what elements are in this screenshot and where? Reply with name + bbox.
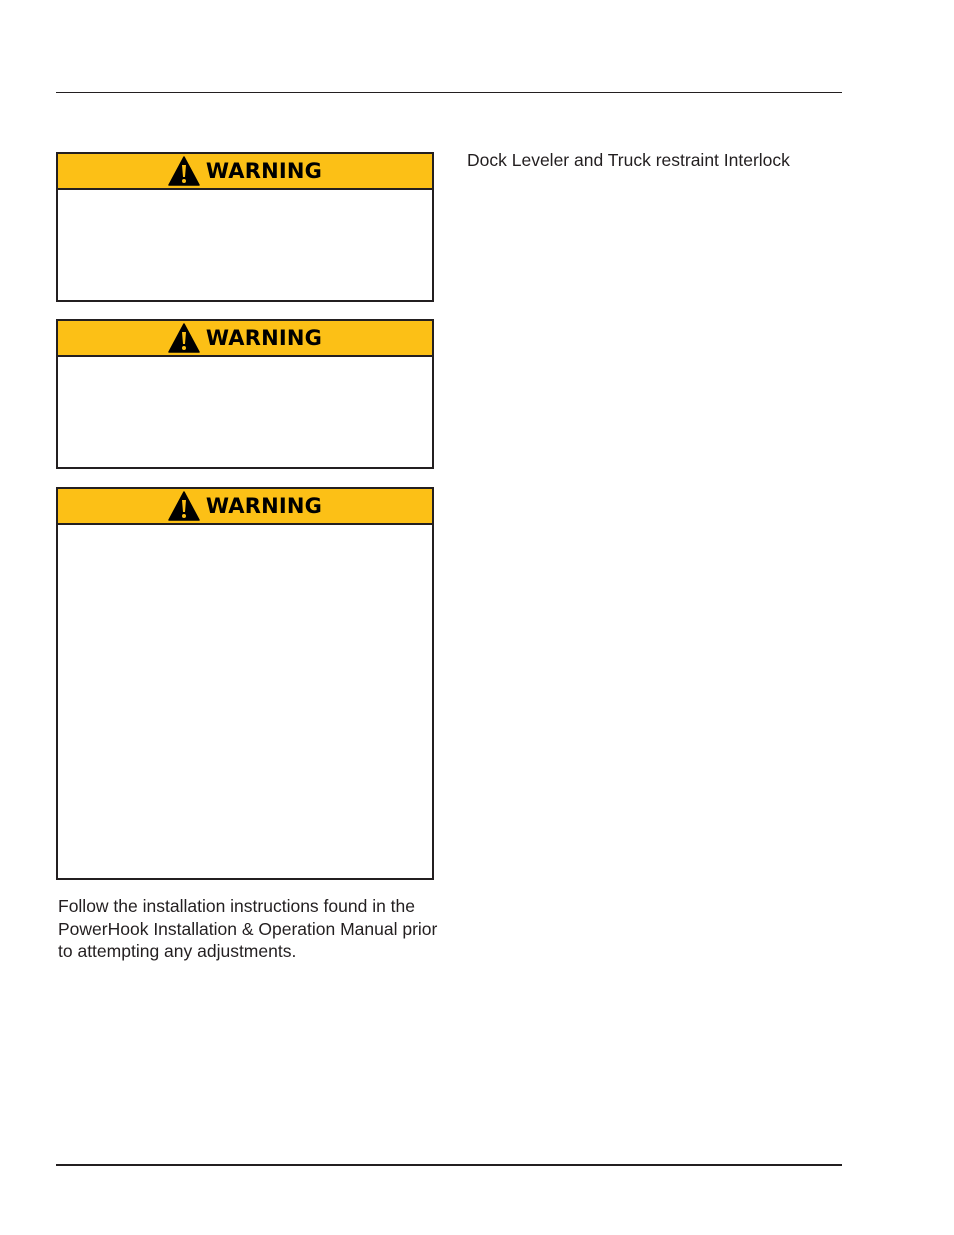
warning-box-2: [56, 319, 434, 469]
warning-box-3: [56, 487, 434, 880]
warning-triangle-icon: [168, 491, 200, 521]
warning-body: [58, 525, 432, 878]
warning-body: [58, 190, 432, 300]
header-rule: [56, 92, 842, 93]
installation-instructions-text: Follow the installation instructions found in the PowerHook Installation & Operation Manual prior to attempting any adjustments.: [58, 896, 438, 961]
footer-rule: [56, 1164, 842, 1166]
warning-header: [58, 489, 432, 525]
warning-triangle-icon: [168, 156, 200, 186]
warning-label: WARNING: [205, 493, 323, 518]
warning-label: WARNING: [205, 158, 323, 183]
warning-box-1: [56, 152, 434, 302]
warning-label: WARNING: [205, 325, 323, 350]
warning-header: [58, 154, 432, 190]
warning-triangle-icon: [168, 323, 200, 353]
interlock-heading: Dock Leveler and Truck restraint Interlock: [467, 150, 790, 170]
warning-header: [58, 321, 432, 357]
warning-body: [58, 357, 432, 467]
